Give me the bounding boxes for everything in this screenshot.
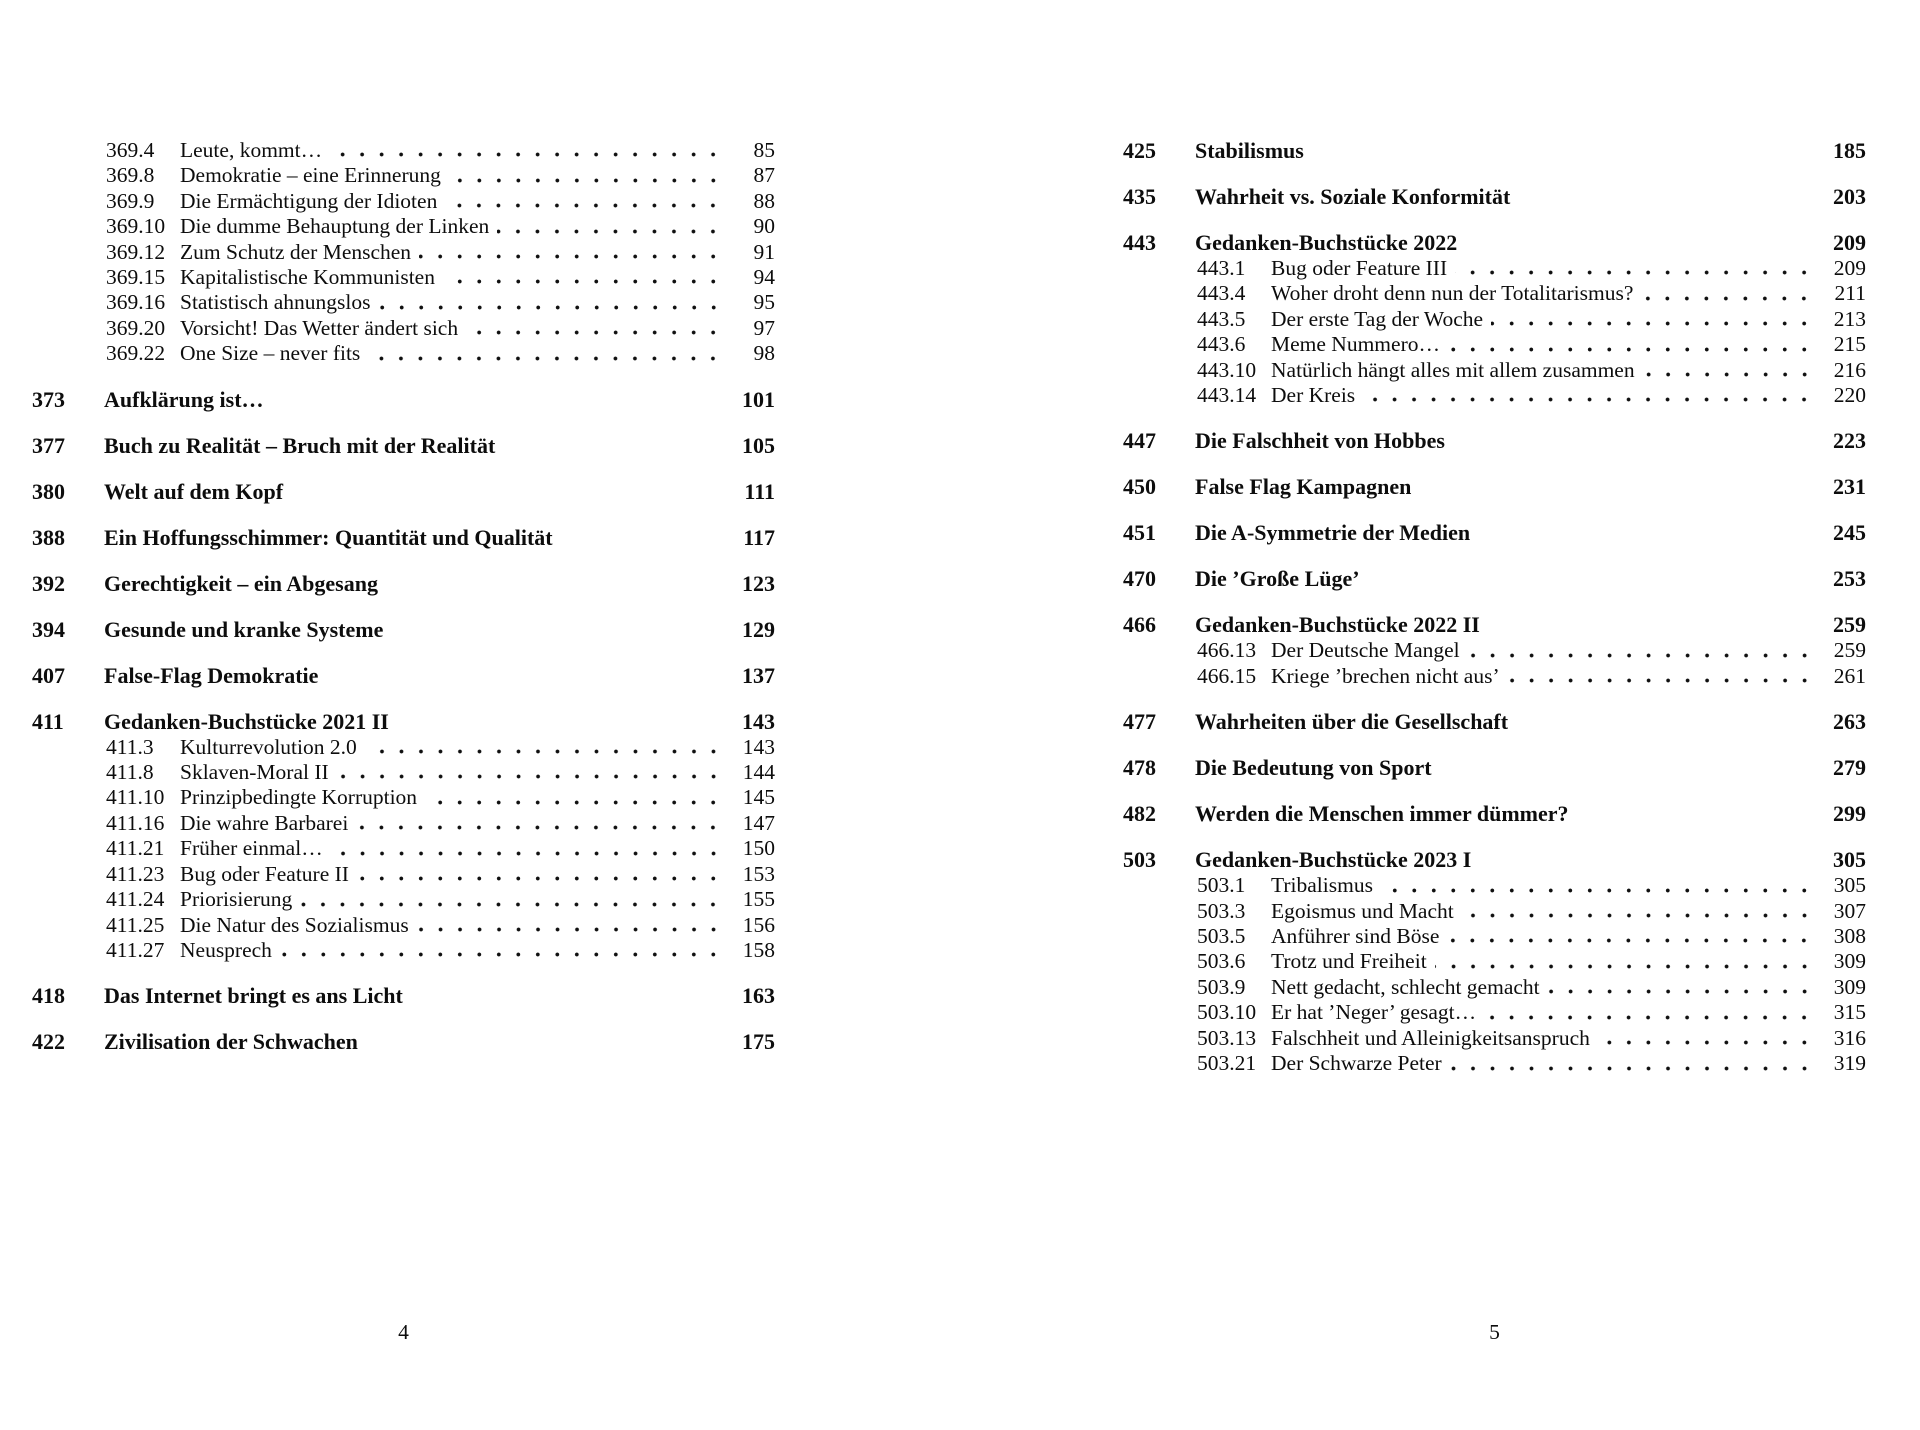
entry-page-number: 94 <box>753 265 775 290</box>
entry-number: 369.9 <box>106 188 155 213</box>
entry-page-number: 213 <box>1833 306 1866 331</box>
dot-leader <box>356 811 725 836</box>
entry-title: Bug oder Feature II <box>180 861 349 886</box>
entry-title: Die dumme Behauptung der Linken <box>180 214 490 239</box>
entry-number: 443.10 <box>1197 357 1257 382</box>
toc-entry <box>1123 801 1866 827</box>
toc-entry <box>1123 847 1866 873</box>
entry-page-number: 143 <box>742 708 775 734</box>
entry-page-number: 279 <box>1833 755 1866 781</box>
entry-page-number: 263 <box>1833 709 1866 735</box>
dot-leader <box>497 214 725 239</box>
page-footer-right: 5 <box>1489 1320 1500 1344</box>
toc-entry <box>1123 612 1866 638</box>
entry-page-number: 305 <box>1833 847 1866 873</box>
dot-leader <box>1435 949 1816 974</box>
entry-title: Der erste Tag der Woche <box>1271 306 1484 331</box>
entry-page-number: 137 <box>742 662 775 688</box>
entry-number: 392 <box>32 570 65 596</box>
toc-entry <box>1197 638 1866 663</box>
dot-leader <box>331 836 725 861</box>
entry-number: 443 <box>1123 230 1156 255</box>
entry-page-number: 145 <box>742 785 775 810</box>
toc-entry <box>1123 428 1866 454</box>
entry-title: Aufklärung ist… <box>104 386 264 412</box>
entry-title: Wahrheiten über die Gesellschaft <box>1195 709 1509 735</box>
entry-page-number: 319 <box>1833 1051 1866 1076</box>
dot-leader <box>280 938 725 963</box>
toc-entries-left <box>32 0 775 1055</box>
dot-leader <box>466 316 725 341</box>
entry-number: 451 <box>1123 520 1156 546</box>
entry-title: Die Ermächtigung der Idioten <box>180 188 438 213</box>
entry-title: Anführer sind Böse <box>1271 924 1440 949</box>
entry-number: 450 <box>1123 474 1156 500</box>
toc-entry <box>1123 709 1866 735</box>
entry-page-number: 88 <box>753 188 775 213</box>
entry-title: One Size – never fits <box>180 341 361 366</box>
entry-title: Gedanken-Buchstücke 2021 II <box>104 708 389 734</box>
entry-title: Trotz und Freiheit <box>1271 949 1427 974</box>
page-footer-left: 4 <box>398 1320 409 1344</box>
entry-title: Die Bedeutung von Sport <box>1195 755 1432 781</box>
entry-title: Statistisch ahnungslos <box>180 290 371 315</box>
entry-page-number: 231 <box>1833 474 1866 500</box>
dot-leader <box>1468 638 1816 663</box>
entry-number: 369.12 <box>106 239 166 264</box>
entry-number: 443.5 <box>1197 306 1246 331</box>
toc-entry <box>1123 138 1866 164</box>
entry-number: 477 <box>1123 709 1156 735</box>
entry-page-number: 215 <box>1833 332 1866 357</box>
dot-leader <box>1381 873 1816 898</box>
entry-title: Zivilisation der Schwachen <box>104 1029 358 1055</box>
entry-number: 466.15 <box>1197 663 1257 688</box>
entry-page-number: 156 <box>742 912 775 937</box>
entry-title: Sklaven-Moral II <box>180 760 329 785</box>
toc-entry <box>106 735 775 760</box>
entry-page-number: 158 <box>742 937 775 962</box>
toc-entry <box>1197 256 1866 281</box>
entry-number: 377 <box>32 432 65 458</box>
entry-title: Der Kreis <box>1271 383 1356 408</box>
toc-entry <box>106 163 775 188</box>
entry-title: Gedanken-Buchstücke 2022 II <box>1195 612 1480 638</box>
toc-entry <box>32 387 775 413</box>
entry-page-number: 105 <box>742 432 775 458</box>
entry-page-number: 253 <box>1833 566 1866 592</box>
entry-number: 503.13 <box>1197 1025 1257 1050</box>
dot-leader <box>1462 899 1816 924</box>
entry-page-number: 259 <box>1833 612 1866 638</box>
toc-entry <box>1197 383 1866 408</box>
entry-title: Kapitalistische Kommunisten <box>180 265 435 290</box>
entry-title: Stabilismus <box>1195 138 1304 163</box>
entry-title: Priorisierung <box>180 887 293 912</box>
entry-page-number: 261 <box>1833 663 1866 688</box>
toc-entry <box>1197 332 1866 357</box>
entry-number: 503.21 <box>1197 1051 1257 1076</box>
toc-entry <box>1197 1051 1866 1076</box>
toc-entry <box>1197 949 1866 974</box>
entry-number: 373 <box>32 386 65 412</box>
entry-number: 447 <box>1123 428 1156 454</box>
entry-page-number: 90 <box>753 214 775 239</box>
toc-page-right <box>1123 0 1866 1430</box>
entry-title: Bug oder Feature III <box>1271 256 1448 280</box>
dot-leader <box>337 760 725 785</box>
toc-entry <box>1197 358 1866 383</box>
entry-page-number: 185 <box>1833 138 1866 163</box>
entry-page-number: 85 <box>753 138 775 162</box>
entry-page-number: 153 <box>742 861 775 886</box>
dot-leader <box>300 887 725 912</box>
entry-page-number: 97 <box>753 315 775 340</box>
entry-title: Tribalismus <box>1271 873 1373 898</box>
entry-title: Kulturrevolution 2.0 <box>180 734 357 759</box>
entry-number: 418 <box>32 983 65 1009</box>
entry-title: Das Internet bringt es ans Licht <box>104 983 403 1009</box>
entry-page-number: 203 <box>1833 184 1866 209</box>
entry-number: 411.10 <box>106 785 165 810</box>
entry-page-number: 307 <box>1833 898 1866 923</box>
toc-entry <box>32 1029 775 1055</box>
toc-entry <box>106 938 775 963</box>
entry-title: Die A-Symmetrie der Medien <box>1195 520 1471 546</box>
entry-page-number: 315 <box>1833 1000 1866 1025</box>
entry-page-number: 111 <box>744 478 775 504</box>
dot-leader <box>1363 383 1816 408</box>
entry-page-number: 299 <box>1833 801 1866 827</box>
entry-number: 435 <box>1123 184 1156 209</box>
entry-page-number: 175 <box>742 1029 775 1055</box>
entry-title: Gerechtigkeit – ein Abgesang <box>104 570 378 596</box>
entry-number: 425 <box>1123 138 1156 163</box>
toc-entry <box>1123 184 1866 210</box>
entry-number: 369.8 <box>106 163 155 188</box>
entry-title: Woher droht denn nun der Totalitarismus? <box>1271 281 1634 306</box>
toc-entry <box>32 479 775 505</box>
entry-title: Leute, kommt… <box>180 138 323 162</box>
entry-page-number: 245 <box>1833 520 1866 546</box>
toc-entry <box>1123 230 1866 256</box>
entry-page-number: 259 <box>1833 638 1866 663</box>
entry-title: Kriege ’brechen nicht aus’ <box>1271 663 1500 688</box>
toc-entry <box>106 887 775 912</box>
entry-page-number: 155 <box>742 887 775 912</box>
entry-title: Gesunde und kranke Systeme <box>104 616 384 642</box>
dot-leader <box>1548 975 1816 1000</box>
entry-title: False Flag Kampagnen <box>1195 474 1412 500</box>
entry-number: 443.4 <box>1197 281 1246 306</box>
entry-number: 422 <box>32 1029 65 1055</box>
toc-entry <box>32 525 775 551</box>
entry-page-number: 117 <box>743 524 775 550</box>
toc-entry <box>1123 474 1866 500</box>
entry-title: Demokratie – eine Erinnerung <box>180 163 441 188</box>
entry-page-number: 309 <box>1833 974 1866 999</box>
entry-number: 503.5 <box>1197 924 1246 949</box>
dot-leader <box>1455 256 1816 281</box>
entry-title: Welt auf dem Kopf <box>104 478 284 504</box>
toc-page-left <box>32 0 775 1430</box>
entry-page-number: 305 <box>1833 873 1866 898</box>
entry-page-number: 308 <box>1833 924 1866 949</box>
entry-number: 394 <box>32 616 65 642</box>
toc-entry <box>32 663 775 689</box>
entry-number: 369.15 <box>106 265 166 290</box>
dot-leader <box>1450 1051 1816 1076</box>
toc-entry <box>1197 281 1866 306</box>
entry-title: Prinzipbedingte Korruption <box>180 785 418 810</box>
entry-title: Gedanken-Buchstücke 2023 I <box>1195 847 1472 873</box>
entry-number: 443.6 <box>1197 332 1246 357</box>
dot-leader <box>1643 358 1816 383</box>
entry-title: Der Deutsche Mangel <box>1271 638 1460 663</box>
entry-page-number: 87 <box>753 163 775 188</box>
dot-leader <box>1508 664 1816 689</box>
dot-leader <box>1447 924 1816 949</box>
entry-page-number: 211 <box>1834 281 1866 306</box>
toc-entry <box>1197 664 1866 689</box>
entry-number: 411 <box>32 708 64 734</box>
entry-number: 478 <box>1123 755 1156 781</box>
toc-entry <box>106 811 775 836</box>
dot-leader <box>445 189 725 214</box>
entry-title: Werden die Menschen immer dümmer? <box>1195 801 1569 827</box>
toc-entry <box>1123 566 1866 592</box>
toc-entry <box>106 913 775 938</box>
toc-entry <box>1197 307 1866 332</box>
entry-number: 411.25 <box>106 912 165 937</box>
dot-leader <box>419 240 725 265</box>
entry-page-number: 209 <box>1833 230 1866 255</box>
dot-leader <box>1641 281 1816 306</box>
entry-number: 503.1 <box>1197 873 1246 898</box>
entry-page-number: 144 <box>742 760 775 785</box>
toc-entry <box>106 316 775 341</box>
entry-number: 503.9 <box>1197 974 1246 999</box>
entry-title: False-Flag Demokratie <box>104 662 319 688</box>
toc-entry <box>106 290 775 315</box>
entry-title: Gedanken-Buchstücke 2022 <box>1195 230 1458 255</box>
toc-entry <box>32 571 775 597</box>
entry-page-number: 316 <box>1833 1025 1866 1050</box>
entry-title: Ein Hoffungsschimmer: Quantität und Qualität <box>104 524 553 550</box>
entry-number: 443.14 <box>1197 383 1257 408</box>
entry-number: 503.6 <box>1197 949 1246 974</box>
dot-leader <box>1448 332 1816 357</box>
dot-leader <box>443 265 725 290</box>
entry-page-number: 309 <box>1833 949 1866 974</box>
toc-entry <box>1197 873 1866 898</box>
entry-page-number: 129 <box>742 616 775 642</box>
entry-number: 466 <box>1123 612 1156 638</box>
entry-page-number: 143 <box>742 734 775 759</box>
entry-title: Zum Schutz der Menschen <box>180 239 412 264</box>
dot-leader <box>379 290 725 315</box>
entry-number: 411.16 <box>106 810 165 835</box>
dot-leader <box>357 862 725 887</box>
entry-page-number: 147 <box>742 810 775 835</box>
entry-page-number: 163 <box>742 983 775 1009</box>
entry-number: 503.3 <box>1197 898 1246 923</box>
dot-leader <box>1598 1026 1816 1051</box>
entry-page-number: 101 <box>742 386 775 412</box>
toc-entry <box>1197 924 1866 949</box>
entry-title: Buch zu Realität – Bruch mit der Realität <box>104 432 496 458</box>
entry-number: 503.10 <box>1197 1000 1257 1025</box>
entry-number: 369.20 <box>106 315 166 340</box>
entry-title: Neusprech <box>180 937 272 962</box>
entry-number: 411.23 <box>106 861 165 886</box>
dot-leader <box>368 341 725 366</box>
entry-number: 407 <box>32 662 65 688</box>
entry-title: Wahrheit vs. Soziale Konformität <box>1195 184 1511 209</box>
toc-entry <box>1197 1000 1866 1025</box>
toc-entry <box>1197 1026 1866 1051</box>
toc-entry <box>32 709 775 735</box>
entry-number: 411.24 <box>106 887 165 912</box>
entry-number: 369.22 <box>106 341 166 366</box>
entry-title: Früher einmal… <box>180 836 323 861</box>
toc-entry <box>1197 975 1866 1000</box>
entry-number: 466.13 <box>1197 638 1257 663</box>
entry-number: 369.10 <box>106 214 166 239</box>
entry-title: Meme Nummero… <box>1271 332 1440 357</box>
toc-entry <box>106 214 775 239</box>
toc-entry <box>32 433 775 459</box>
entry-title: Er hat ’Neger’ gesagt… <box>1271 1000 1477 1025</box>
dot-leader <box>365 735 725 760</box>
entry-page-number: 209 <box>1833 256 1866 280</box>
entry-page-number: 216 <box>1833 357 1866 382</box>
entry-title: Nett gedacht, schlecht gemacht <box>1271 974 1540 999</box>
entry-number: 369.4 <box>106 138 155 162</box>
entry-title: Vorsicht! Das Wetter ändert sich <box>180 315 459 340</box>
entry-number: 443.1 <box>1197 256 1246 280</box>
entry-title: Natürlich hängt alles mit allem zusammen <box>1271 357 1635 382</box>
entry-number: 388 <box>32 524 65 550</box>
toc-entries-right <box>1123 0 1866 1077</box>
entry-page-number: 123 <box>742 570 775 596</box>
toc-entry <box>106 138 775 163</box>
entry-page-number: 95 <box>753 290 775 315</box>
entry-title: Die wahre Barbarei <box>180 810 349 835</box>
entry-page-number: 91 <box>753 239 775 264</box>
toc-entry <box>106 265 775 290</box>
entry-page-number: 150 <box>742 836 775 861</box>
dot-leader <box>425 785 725 810</box>
entry-number: 482 <box>1123 801 1156 827</box>
toc-entry <box>106 785 775 810</box>
entry-title: Die ’Große Lüge’ <box>1195 566 1360 592</box>
entry-page-number: 223 <box>1833 428 1866 454</box>
entry-number: 369.16 <box>106 290 166 315</box>
entry-page-number: 220 <box>1833 383 1866 408</box>
entry-title: Falschheit und Alleinigkeitsanspruch <box>1271 1025 1590 1050</box>
toc-entry <box>1123 755 1866 781</box>
toc-entry <box>106 341 775 366</box>
entry-number: 470 <box>1123 566 1156 592</box>
toc-entry <box>32 983 775 1009</box>
entry-title: Die Natur des Sozialismus <box>180 912 409 937</box>
dot-leader <box>417 913 725 938</box>
entry-number: 411.27 <box>106 937 165 962</box>
entry-number: 503 <box>1123 847 1156 873</box>
dot-leader <box>449 163 725 188</box>
entry-page-number: 98 <box>753 341 775 366</box>
entry-title: Egoismus und Macht <box>1271 898 1454 923</box>
entry-title: Die Falschheit von Hobbes <box>1195 428 1445 454</box>
entry-number: 411.3 <box>106 734 154 759</box>
toc-entry <box>106 836 775 861</box>
toc-entry <box>1197 899 1866 924</box>
dot-leader <box>1491 307 1816 332</box>
toc-entry <box>1123 520 1866 546</box>
dot-leader <box>1484 1000 1816 1025</box>
toc-entry <box>106 240 775 265</box>
dot-leader <box>330 138 725 163</box>
toc-entry <box>106 189 775 214</box>
toc-entry <box>106 862 775 887</box>
entry-number: 411.21 <box>106 836 165 861</box>
toc-entry <box>106 760 775 785</box>
toc-entry <box>32 617 775 643</box>
entry-title: Der Schwarze Peter <box>1271 1051 1442 1076</box>
entry-number: 380 <box>32 478 65 504</box>
entry-number: 411.8 <box>106 760 154 785</box>
